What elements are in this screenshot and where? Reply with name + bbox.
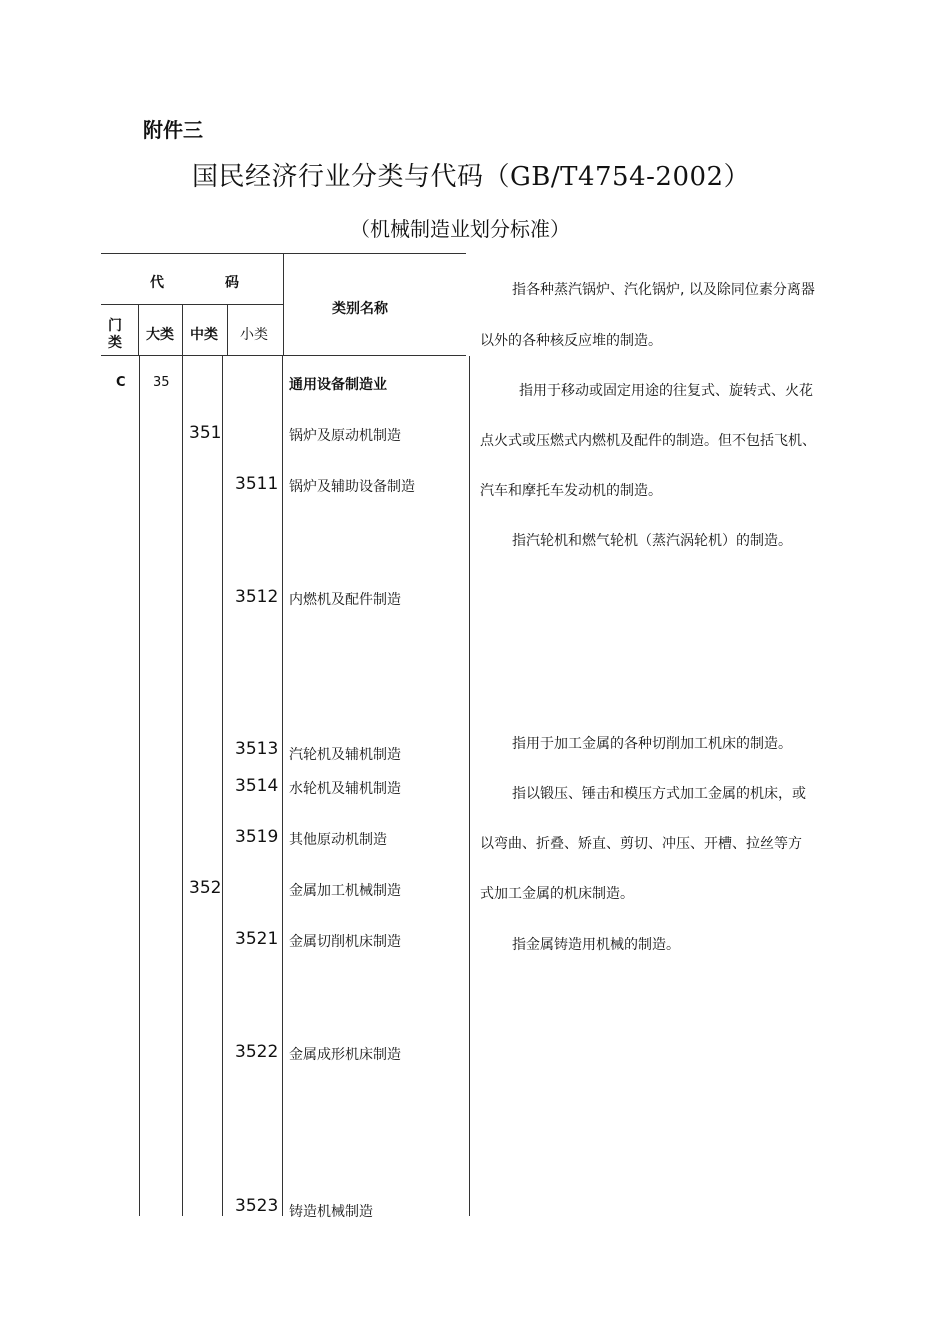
row-name: 金属成形机床制造 bbox=[289, 1047, 401, 1063]
header-code-char-1: 代 bbox=[150, 275, 164, 291]
description-line: 指用于加工金属的各种切削加工机床的制造。 bbox=[512, 736, 792, 752]
row-section-code: C bbox=[116, 375, 126, 390]
table-right-border bbox=[469, 356, 470, 1216]
description-line: 指以锻压、锤击和模压方式加工金属的机床，或 bbox=[512, 786, 806, 802]
col-divider-body-3 bbox=[222, 356, 223, 1216]
row-name: 锅炉及原动机制造 bbox=[289, 428, 401, 444]
col-divider-name bbox=[283, 253, 284, 355]
attachment-label: 附件三 bbox=[143, 118, 203, 142]
row-name: 汽轮机及辅机制造 bbox=[289, 747, 401, 763]
page-subtitle: （机械制造业划分标准） bbox=[350, 217, 570, 241]
row-name: 水轮机及辅机制造 bbox=[289, 781, 401, 797]
description-line: 指各种蒸汽锅炉、汽化锅炉, 以及除同位素分离器 bbox=[512, 282, 815, 298]
col-divider-body-1 bbox=[139, 356, 140, 1216]
description-line: 以弯曲、折叠、矫直、剪切、冲压、开槽、拉丝等方 bbox=[480, 836, 802, 852]
description-line: 以外的各种核反应堆的制造。 bbox=[480, 333, 662, 349]
description-line: 指用于移动或固定用途的往复式、旋转式、火花 bbox=[519, 383, 813, 399]
row-class-code: 3521 bbox=[235, 929, 279, 949]
row-class-code: 3523 bbox=[235, 1196, 279, 1216]
description-line: 点火式或压燃式内燃机及配件的制造。但不包括飞机、 bbox=[480, 433, 816, 449]
col-divider-header-3 bbox=[227, 304, 228, 355]
row-class-code: 3513 bbox=[235, 739, 279, 759]
row-name: 其他原动机制造 bbox=[289, 832, 387, 848]
row-division-code: 35 bbox=[153, 375, 170, 390]
row-name: 铸造机械制造 bbox=[289, 1204, 373, 1220]
col-divider-header-1 bbox=[138, 304, 139, 355]
row-name: 通用设备制造业 bbox=[289, 377, 387, 393]
col-divider-body-2 bbox=[182, 356, 183, 1216]
row-group-code: 351 bbox=[189, 423, 222, 443]
header-section-char-2: 类 bbox=[108, 335, 122, 351]
row-name: 金属切削机床制造 bbox=[289, 934, 401, 950]
header-divider bbox=[101, 304, 283, 305]
description-line: 指汽轮机和燃气轮机（蒸汽涡轮机）的制造。 bbox=[512, 533, 792, 549]
col-divider-body-4 bbox=[282, 356, 283, 1216]
description-line: 指金属铸造用机械的制造。 bbox=[512, 937, 680, 953]
row-class-code: 3512 bbox=[235, 587, 279, 607]
row-class-code: 3514 bbox=[235, 776, 279, 796]
header-name: 类别名称 bbox=[332, 301, 388, 317]
row-name: 内燃机及配件制造 bbox=[289, 592, 401, 608]
description-line: 式加工金属的机床制造。 bbox=[480, 886, 634, 902]
header-section-char-1: 门 bbox=[108, 318, 122, 334]
row-name: 锅炉及辅助设备制造 bbox=[289, 479, 415, 495]
header-division: 大类 bbox=[146, 327, 174, 343]
header-bottom-border bbox=[101, 355, 466, 356]
row-class-code: 3519 bbox=[235, 827, 279, 847]
header-class: 小类 bbox=[240, 327, 268, 343]
row-name: 金属加工机械制造 bbox=[289, 883, 401, 899]
header-group: 中类 bbox=[190, 327, 218, 343]
row-group-code: 352 bbox=[189, 878, 222, 898]
page-title: 国民经济行业分类与代码（GB/T4754-2002） bbox=[192, 162, 751, 192]
row-class-code: 3511 bbox=[235, 474, 279, 494]
description-line: 汽车和摩托车发动机的制造。 bbox=[480, 483, 662, 499]
row-class-code: 3522 bbox=[235, 1042, 279, 1062]
col-divider-header-2 bbox=[182, 304, 183, 355]
header-code-char-2: 码 bbox=[225, 275, 239, 291]
